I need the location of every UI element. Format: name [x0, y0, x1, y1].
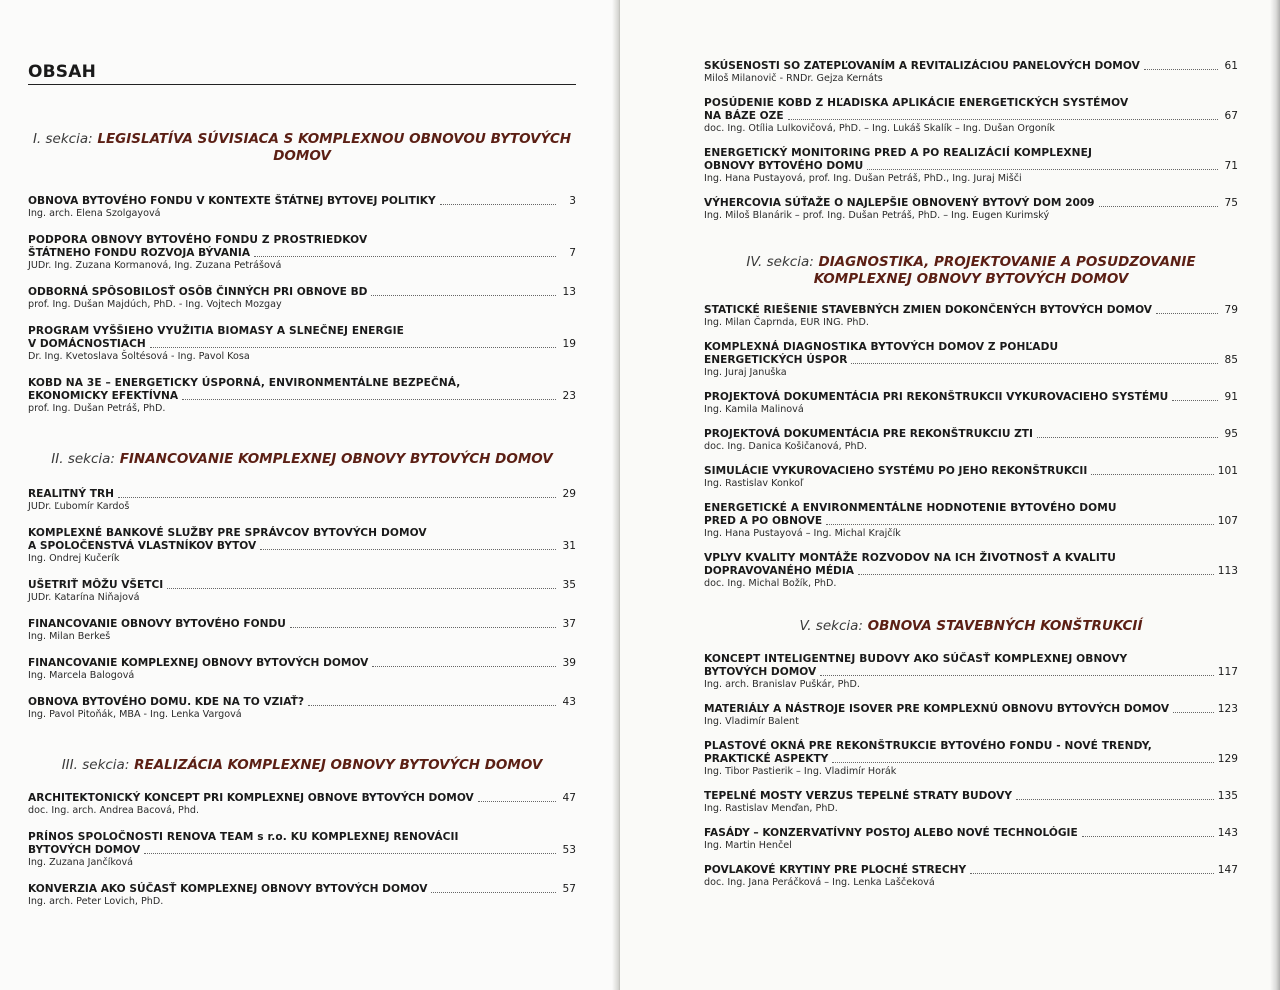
toc-entry[interactable]: [28, 377, 576, 415]
entry-title-line: KOBD NA 3E – ENERGETICKY ÚSPORNÁ, ENVIRONMENTÁLNE BEZPEČNÁ,: [28, 377, 461, 389]
leader-dots: [1156, 313, 1218, 314]
toc-entry[interactable]: [704, 147, 1238, 185]
entry-authors: prof. Ing. Dušan Majdúch, PhD. - Ing. Vojtech Mozgay: [28, 299, 282, 310]
entry-authors: prof. Ing. Dušan Petráš, PhD.: [28, 403, 166, 414]
left-column: [28, 62, 576, 908]
toc-entry-row: [28, 883, 576, 896]
leader-dots: [144, 853, 556, 854]
page-number: 101: [1217, 465, 1238, 477]
entry-authors: Ing. Tibor Pastierik – Ing. Vladimír Horák: [704, 766, 897, 777]
toc-entry[interactable]: [28, 831, 576, 869]
entry-title: OBNOVA BYTOVÉHO FONDU V KONTEXTE ŠTÁTNEJ BYTOVEJ POLITIKY: [28, 195, 436, 207]
page-number: 117: [1217, 666, 1238, 678]
entry-title: REALITNÝ TRH: [28, 488, 114, 500]
leader-dots: [431, 892, 556, 893]
toc-entry-row: [704, 197, 1238, 210]
entry-title: ODBORNÁ SPÔSOBILOSŤ OSÔB ČINNÝCH PRI OBNOVE BD: [28, 286, 368, 298]
page-number: 19: [562, 338, 576, 350]
section-entries: [28, 792, 576, 908]
toc-entry[interactable]: [704, 60, 1238, 85]
page-number: 23: [562, 390, 576, 402]
entry-authors: doc. Ing. Otília Lulkovičová, PhD. – Ing. Lukáš Skalík – Ing. Dušan Orgoník: [704, 123, 1055, 134]
page-number: 123: [1217, 703, 1238, 715]
leader-dots: [970, 873, 1214, 874]
toc-entry[interactable]: [704, 653, 1238, 691]
toc-entry-row: [704, 515, 1238, 528]
entry-title: SKÚSENOSTI SO ZATEPĽOVANÍM A REVITALIZÁCIOU PANELOVÝCH DOMOV: [704, 60, 1140, 72]
entry-title-line: VPLYV KVALITY MONTÁŽE ROZVODOV NA ICH ŽIVOTNOSŤ A KVALITU: [704, 552, 1116, 564]
toc-entry[interactable]: [28, 883, 576, 908]
leader-dots: [858, 574, 1214, 575]
page-number: 7: [569, 247, 576, 259]
toc-entry[interactable]: [704, 391, 1238, 416]
entry-authors: Ing. Zuzana Jančíková: [28, 857, 134, 868]
entry-title-line: ENERGETICKÝ MONITORING PRED A PO REALIZÁCIÍ KOMPLEXNEJ: [704, 147, 1093, 159]
entry-title: FINANCOVANIE OBNOVY BYTOVÉHO FONDU: [28, 618, 286, 630]
toc-entry-row: [28, 247, 576, 260]
page-number: 43: [562, 696, 576, 708]
entry-title-line: PODPORA OBNOVY BYTOVÉHO FONDU Z PROSTRIEDKOV: [28, 234, 368, 246]
entry-authors: Ing. Milan Čaprnda, EUR ING. PhD.: [704, 317, 869, 328]
toc-entry[interactable]: [28, 527, 576, 565]
leader-dots: [372, 666, 556, 667]
toc-entry-row: [28, 338, 576, 351]
toc-entry[interactable]: [28, 792, 576, 817]
entry-authors: Ing. Marcela Balogová: [28, 670, 135, 681]
page-number: 29: [562, 488, 576, 500]
toc-entry[interactable]: [704, 740, 1238, 778]
leader-dots: [182, 399, 556, 400]
toc-entry[interactable]: [704, 97, 1238, 135]
leader-dots: [1037, 437, 1218, 438]
section-heading: [704, 254, 1238, 288]
entry-title: NA BÁZE OZE: [704, 110, 784, 122]
entry-authors: doc. Ing. Michal Božík, PhD.: [704, 578, 837, 589]
page-number: 143: [1217, 827, 1238, 839]
entry-authors: Ing. Rastislav Menďan, PhD.: [704, 803, 838, 814]
entry-authors: Ing. Martin Henčel: [704, 840, 792, 851]
page-number: 107: [1217, 515, 1238, 527]
toc-entry-row: [28, 844, 576, 857]
toc-entry[interactable]: [28, 488, 576, 513]
leader-dots: [1016, 799, 1214, 800]
entry-title: V DOMÁCNOSTIACH: [28, 338, 146, 350]
section-prefix: I. sekcia:: [32, 131, 93, 147]
entry-authors: Miloš Milanovič - RNDr. Gejza Kernáts: [704, 73, 883, 84]
toc-entry[interactable]: [28, 618, 576, 643]
toc-entry-row: [704, 790, 1238, 803]
leader-dots: [788, 119, 1218, 120]
section-entries: [704, 304, 1238, 590]
toc-entry-row: [28, 696, 576, 709]
right-page: [620, 0, 1280, 990]
toc-entry[interactable]: [704, 552, 1238, 590]
toc-entry[interactable]: [28, 234, 576, 272]
entry-title: SIMULÁCIE VYKUROVACIEHO SYSTÉMU PO JEHO REKONŠTRUKCII: [704, 465, 1088, 477]
toc-entry-row: [704, 428, 1238, 441]
entry-title-line: KOMPLEXNÁ DIAGNOSTIKA BYTOVÝCH DOMOV Z POHĽADU: [704, 341, 1059, 353]
entry-authors: doc. Ing. Jana Peráčková – Ing. Lenka Laščeková: [704, 877, 935, 888]
page-number: 31: [562, 540, 576, 552]
entry-authors: Ing. Miloš Blanárik – prof. Ing. Dušan Petráš, PhD. – Ing. Eugen Kurimský: [704, 210, 1050, 221]
entry-title-line: PRÍNOS SPOLOČNOSTI RENOVA TEAM s r.o. KU KOMPLEXNEJ RENOVÁCII: [28, 831, 459, 843]
page-number: 47: [562, 792, 576, 804]
leader-dots: [167, 588, 556, 589]
toc-entry-row: [704, 864, 1238, 877]
toc-entry-row: [704, 60, 1238, 73]
toc-entry[interactable]: [704, 790, 1238, 815]
entry-title: ENERGETICKÝCH ÚSPOR: [704, 354, 848, 366]
entry-authors: Ing. Milan Berkeš: [28, 631, 111, 642]
leader-dots: [1172, 400, 1218, 401]
entry-title: PROJEKTOVÁ DOKUMENTÁCIA PRE REKONŠTRUKCIU ZTI: [704, 428, 1033, 440]
entry-title: POVLAKOVÉ KRYTINY PRE PLOCHÉ STRECHY: [704, 864, 967, 876]
page-number: 71: [1224, 160, 1238, 172]
toc-entry[interactable]: [28, 657, 576, 682]
toc-entry-row: [704, 827, 1238, 840]
leader-dots: [150, 347, 556, 348]
leader-dots: [826, 524, 1214, 525]
toc-entry-row: [704, 354, 1238, 367]
toc-entry[interactable]: [28, 579, 576, 604]
page-number: 147: [1217, 864, 1238, 876]
toc-entry-row: [704, 753, 1238, 766]
toc-entry[interactable]: [704, 304, 1238, 329]
leader-dots: [851, 363, 1218, 364]
toc-entry-row: [28, 657, 576, 670]
leader-dots: [478, 801, 556, 802]
leader-dots: [118, 497, 556, 498]
toc-entry-row: [704, 666, 1238, 679]
section-entries: [704, 653, 1238, 889]
entry-title-line: KOMPLEXNÉ BANKOVÉ SLUŽBY PRE SPRÁVCOV BYTOVÝCH DOMOV: [28, 527, 427, 539]
entry-title: PRAKTICKÉ ASPEKTY: [704, 753, 829, 765]
section-name: DIAGNOSTIKA, PROJEKTOVANIE A POSUDZOVANIE KOMPLEXNEJ OBNOVY BYTOVÝCH DOMOV: [813, 254, 1196, 287]
entry-authors: Dr. Ing. Kvetoslava Šoltésová - Ing. Pavol Kosa: [28, 351, 250, 362]
page-number: 85: [1224, 354, 1238, 366]
toc-entry-row: [704, 304, 1238, 317]
entry-authors: Ing. Vladimír Balent: [704, 716, 799, 727]
toc-entry[interactable]: [704, 864, 1238, 889]
toc-entry-row: [704, 160, 1238, 173]
entry-title: PRED A PO OBNOVE: [704, 515, 823, 527]
entry-title: FASÁDY – KONZERVATÍVNY POSTOJ ALEBO NOVÉ TECHNOLÓGIE: [704, 827, 1078, 839]
page-number: 61: [1224, 60, 1238, 72]
entry-authors: JUDr. Ľubomír Kardoš: [28, 501, 130, 512]
entry-authors: doc. Ing. Danica Košičanová, PhD.: [704, 441, 868, 452]
toc-entry-row: [704, 465, 1238, 478]
entry-authors: Ing. Kamila Malinová: [704, 404, 804, 415]
page-title: OBSAH: [28, 62, 576, 85]
page-number: 67: [1224, 110, 1238, 122]
entry-title: PROJEKTOVÁ DOKUMENTÁCIA PRI REKONŠTRUKCII VYKUROVACIEHO SYSTÉMU: [704, 391, 1169, 403]
leader-dots: [1144, 69, 1218, 70]
leader-dots: [1173, 712, 1214, 713]
section-entries: [28, 488, 576, 721]
section-prefix: III. sekcia:: [61, 757, 130, 773]
entry-title-line: KONCEPT INTELIGENTNEJ BUDOVY AKO SÚČASŤ KOMPLEXNEJ OBNOVY: [704, 653, 1128, 665]
entry-title: BYTOVÝCH DOMOV: [704, 666, 817, 678]
page-number: 135: [1217, 790, 1238, 802]
toc-entry-row: [704, 703, 1238, 716]
leader-dots: [440, 204, 556, 205]
entry-title: VÝHERCOVIA SÚŤAŽE O NAJLEPŠIE OBNOVENÝ BYTOVÝ DOM 2009: [704, 197, 1095, 209]
leader-dots: [290, 627, 556, 628]
toc-entry[interactable]: [704, 502, 1238, 540]
entry-title-line: POSÚDENIE KOBD Z HĽADISKA APLIKÁCIE ENERGETICKÝCH SYSTÉMOV: [704, 97, 1129, 109]
section-name: REALIZÁCIA KOMPLEXNEJ OBNOVY BYTOVÝCH DOMOV: [134, 757, 543, 773]
entry-authors: JUDr. Ing. Zuzana Kormanová, Ing. Zuzana Petrášová: [28, 260, 282, 271]
entry-title-line: PLASTOVÉ OKNÁ PRE REKONŠTRUKCIE BYTOVÉHO FONDU - NOVÉ TRENDY,: [704, 740, 1152, 752]
page-number: 53: [562, 844, 576, 856]
page-number: 95: [1224, 428, 1238, 440]
toc-entry-row: [28, 579, 576, 592]
section-heading: [28, 131, 576, 165]
toc-entry[interactable]: [704, 465, 1238, 490]
entry-authors: Ing. Juraj Januška: [704, 367, 787, 378]
toc-entry-row: [704, 110, 1238, 123]
entry-title-line: ENERGETICKÉ A ENVIRONMENTÁLNE HODNOTENIE BYTOVÉHO DOMU: [704, 502, 1117, 514]
entry-title: OBNOVY BYTOVÉHO DOMU: [704, 160, 864, 172]
toc-entry-row: [28, 286, 576, 299]
page-number: 79: [1224, 304, 1238, 316]
toc-entry-row: [704, 391, 1238, 404]
toc-entry-row: [28, 792, 576, 805]
entry-authors: doc. Ing. arch. Andrea Bacová, Phd.: [28, 805, 200, 816]
toc-entry[interactable]: [704, 341, 1238, 379]
entry-authors: Ing. arch. Peter Lovich, PhD.: [28, 896, 164, 907]
entry-authors: Ing. Hana Pustayová – Ing. Michal Krajčík: [704, 528, 901, 539]
section-prefix: IV. sekcia:: [746, 254, 814, 270]
toc-entry[interactable]: [704, 428, 1238, 453]
entry-title: KONVERZIA AKO SÚČASŤ KOMPLEXNEJ OBNOVY BYTOVÝCH DOMOV: [28, 883, 428, 895]
entry-title: BYTOVÝCH DOMOV: [28, 844, 141, 856]
section-entries: [28, 195, 576, 415]
section-name: FINANCOVANIE KOMPLEXNEJ OBNOVY BYTOVÝCH DOMOV: [119, 451, 553, 467]
section-heading: [28, 451, 576, 468]
leader-dots: [820, 675, 1214, 676]
leader-dots: [1099, 206, 1218, 207]
entry-authors: JUDr. Katarína Niňajová: [28, 592, 140, 603]
page-number: 129: [1217, 753, 1238, 765]
toc-entry[interactable]: [28, 195, 576, 220]
page-number: 39: [562, 657, 576, 669]
toc-entry-row: [28, 488, 576, 501]
section-name: LEGISLATÍVA SÚVISIACA S KOMPLEXNOU OBNOVOU BYTOVÝCH DOMOV: [97, 131, 572, 164]
section-entries: [704, 60, 1238, 222]
left-page: [0, 0, 618, 990]
leader-dots: [1091, 474, 1213, 475]
section-prefix: V. sekcia:: [799, 618, 863, 634]
leader-dots: [867, 169, 1218, 170]
entry-authors: Ing. Hana Pustayová, prof. Ing. Dušan Petráš, PhD., Ing. Juraj Mišči: [704, 173, 1022, 184]
toc-entry[interactable]: [28, 286, 576, 311]
leader-dots: [1082, 836, 1214, 837]
page-number: 113: [1217, 565, 1238, 577]
toc-entry[interactable]: [704, 197, 1238, 222]
entry-title: DOPRAVOVANÉHO MÉDIA: [704, 565, 854, 577]
leader-dots: [832, 762, 1213, 763]
entry-title: A SPOLOČENSTVÁ VLASTNÍKOV BYTOV: [28, 540, 257, 552]
entry-authors: Ing. Ondrej Kučerík: [28, 553, 120, 564]
entry-authors: Ing. arch. Elena Szolgayová: [28, 208, 161, 219]
entry-title: UŠETRIŤ MÔŽU VŠETCI: [28, 579, 164, 591]
entry-authors: Ing. Pavol Pitoňák, MBA - Ing. Lenka Vargová: [28, 709, 242, 720]
section-heading: [28, 757, 576, 774]
page-number: 57: [562, 883, 576, 895]
section-name: OBNOVA STAVEBNÝCH KONŠTRUKCIÍ: [867, 618, 1143, 634]
toc-entry[interactable]: [704, 827, 1238, 852]
entry-title: MATERIÁLY A NÁSTROJE ISOVER PRE KOMPLEXNÚ OBNOVU BYTOVÝCH DOMOV: [704, 703, 1170, 715]
toc-entry-row: [28, 540, 576, 553]
section-heading: [704, 618, 1238, 635]
page-number: 75: [1224, 197, 1238, 209]
leader-dots: [254, 256, 556, 257]
entry-title: TEPELNÉ MOSTY VERZUS TEPELNÉ STRATY BUDOVY: [704, 790, 1013, 802]
page-number: 13: [562, 286, 576, 298]
entry-title: OBNOVA BYTOVÉHO DOMU. KDE NA TO VZIAŤ?: [28, 696, 304, 708]
leader-dots: [260, 549, 556, 550]
entry-authors: Ing. arch. Branislav Puškár, PhD.: [704, 679, 860, 690]
entry-authors: Ing. Rastislav Konkoľ: [704, 478, 804, 489]
page-number: 3: [569, 195, 576, 207]
section-prefix: II. sekcia:: [51, 451, 115, 467]
toc-entry-row: [28, 195, 576, 208]
right-column: [704, 60, 1238, 889]
page-number: 37: [562, 618, 576, 630]
leader-dots: [371, 295, 556, 296]
page-number: 91: [1224, 391, 1238, 403]
leader-dots: [308, 705, 556, 706]
toc-entry[interactable]: [704, 703, 1238, 728]
toc-entry-row: [28, 618, 576, 631]
entry-title: ARCHITEKTONICKÝ KONCEPT PRI KOMPLEXNEJ OBNOVE BYTOVÝCH DOMOV: [28, 792, 474, 804]
entry-title-line: PROGRAM VYŠŠIEHO VYUŽITIA BIOMASY A SLNEČNEJ ENERGIE: [28, 325, 404, 337]
entry-title: EKONOMICKY EFEKTÍVNA: [28, 390, 179, 402]
toc-entry-row: [704, 565, 1238, 578]
toc-entry-row: [28, 390, 576, 403]
page-edge-shadow: [1270, 0, 1280, 990]
entry-title: ŠTÁTNEHO FONDU ROZVOJA BÝVANIA: [28, 247, 251, 259]
entry-title: STATICKÉ RIEŠENIE STAVEBNÝCH ZMIEN DOKONČENÝCH BYTOVÝCH DOMOV: [704, 304, 1152, 316]
toc-entry[interactable]: [28, 696, 576, 721]
toc-entry[interactable]: [28, 325, 576, 363]
page-number: 35: [562, 579, 576, 591]
entry-title: FINANCOVANIE KOMPLEXNEJ OBNOVY BYTOVÝCH DOMOV: [28, 657, 369, 669]
